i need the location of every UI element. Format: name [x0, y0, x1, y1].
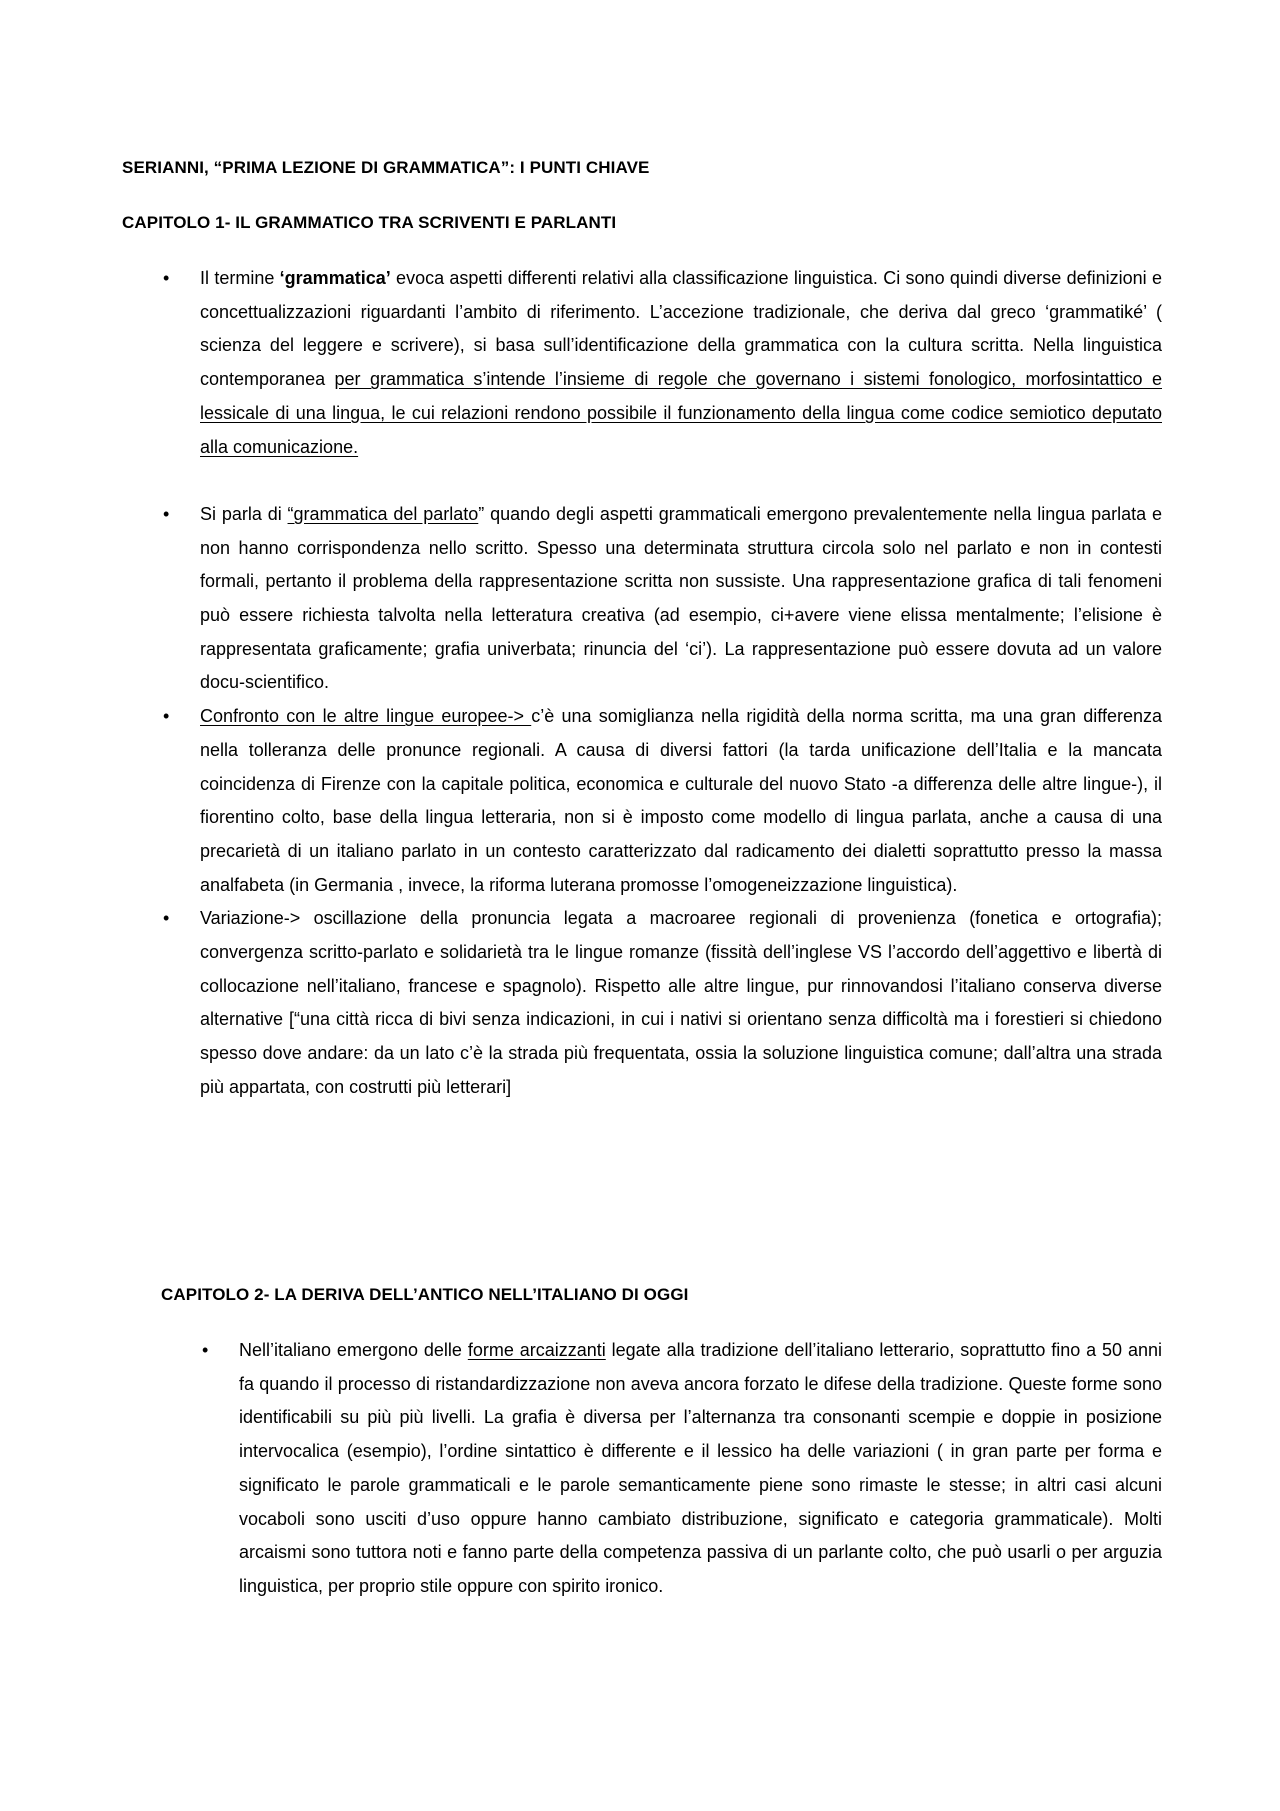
emphasis-term: ‘grammatica’: [279, 268, 391, 288]
list-item: [163, 700, 1162, 902]
paragraph-text: legate alla tradizione dell’italiano letterario, soprattutto fino a 50 anni fa quando il processo di ristandardizzazione non aveva ancora forzato le difese della tradizione. Queste forme sono identificabili su più più livelli. La grafia è diversa per l’alternanza tra consonanti scempie e doppie in posizione intervocalica (esempio), l’ordine sintattico è differente e il lessico ha delle variazioni ( in gran parte per forma e significato le parole grammaticali e le parole semanticamente piene sono rimaste le stesse; in altri casi alcuni vocaboli sono usciti d’uso oppure hanno cambiato distribuzione, significato e categoria grammaticale). Molti arcaismi sono tuttora noti e fanno parte della competenza passiva di un parlante colto, che può usarli o per arguzia linguistica, per proprio stile oppure con spirito ironico.: [239, 1340, 1162, 1596]
bullet-marker: •: [163, 706, 170, 727]
list-item: [163, 262, 1162, 464]
chapter-1-bullet-list: [163, 262, 1162, 1105]
bullet-marker: •: [163, 503, 170, 524]
document-title: SERIANNI, “PRIMA LEZIONE DI GRAMMATICA”: I PUNTI CHIAVE: [122, 158, 650, 177]
bullet-marker: •: [163, 908, 170, 929]
chapter-2-bullet-list: [202, 1334, 1162, 1604]
chapter-2-heading: CAPITOLO 2- LA DERIVA DELL’ANTICO NELL’ITALIANO DI OGGI: [161, 1285, 689, 1304]
paragraph-text: c’è una somiglianza nella rigidità della norma scritta, ma una gran differenza nella tolleranza delle pronunce regionali. A causa di diversi fattori (la tarda unificazione dell’Italia e la mancata coincidenza di Firenze con la capitale politica, economica e culturale del nuovo Stato -a differenza delle altre lingue-), il fiorentino colto, base della lingua letteraria, non si è imposto come modello di lingua parlata, anche a causa di una precarietà di un italiano parlato in un contesto caratterizzato dal radicamento dei dialetti soprattutto presso la massa analfabeta (in Germania , invece, la riforma luterana promosse l’omogeneizzazione linguistica).: [200, 706, 1162, 895]
underlined-term: “grammatica del parlato: [287, 503, 479, 524]
paragraph-text: evoca aspetti differenti relativi alla classificazione linguistica. Ci sono quindi diverse definizioni e concettualizzazioni riguardanti l’ambito di riferimento. L’accezione tradizionale, che deriva dal greco ‘grammatiké’ ( scienza del leggere e scrivere), si basa sull’identificazione della grammatica con la cultura scritta. Nella linguistica contemporanea: [200, 268, 1162, 390]
list-item: [163, 498, 1162, 700]
underlined-term: forme arcaizzanti: [467, 1340, 606, 1360]
underlined-term: Confronto con le altre lingue europee->: [200, 706, 532, 727]
paragraph-text: Nell’italiano emergono delle: [239, 1340, 468, 1360]
list-item: [202, 1334, 1162, 1604]
bullet-marker: •: [202, 1340, 209, 1360]
chapter-1-heading: CAPITOLO 1- IL GRAMMATICO TRA SCRIVENTI E PARLANTI: [122, 213, 617, 232]
paragraph-text: ” quando degli aspetti grammaticali emergono prevalentemente nella lingua parlata e non hanno corrispondenza nello scritto. Spesso una determinata struttura circola solo nel parlato e non in contesti formali, pertanto il problema della rappresentazione scritta non sussiste. Una rappresentazione grafica di tali fenomeni può essere richiesta talvolta nella letteratura creativa (ad esempio, ci+avere viene elissa mentalmente; l’elisione è rappresentata graficamente; grafia univerbata; rinuncia del ‘ci’). La rappresentazione può essere dovuta ad un valore docu-scientifico.: [200, 503, 1162, 693]
paragraph-text: Variazione-> oscillazione della pronuncia legata a macroaree regionali di provenienza (fonetica e ortografia); convergenza scritto-parlato e solidarietà tra le lingue romanze (fissità dell’inglese VS l’accordo dell’aggettivo e libertà di collocazione nell’italiano, francese e spagnolo). Rispetto alle altre lingue, pur rinnovandosi l’italiano conserva diverse alternative [“una città ricca di bivi senza indicazioni, in cui i nativi si orientano senza difficoltà ma i forestieri si chiedono spesso dove andare: da un lato c’è la strada più frequentata, ossia la soluzione linguistica comune; dall’altra una strada più appartata, con costrutti più letterari]: [200, 908, 1162, 1097]
underlined-definition: per grammatica s’intende l’insieme di regole che governano i sistemi fonologico, morfosintattico e lessicale di una lingua, le cui relazioni rendono possibile il funzionamento della lingua come codice semiotico deputato alla comunicazione.: [200, 369, 1162, 457]
paragraph-text: Il termine: [200, 268, 280, 288]
bullet-marker: •: [163, 268, 170, 288]
paragraph-spacer: [200, 464, 1162, 498]
list-item: [163, 902, 1162, 1104]
paragraph-text: Si parla di: [200, 503, 288, 524]
